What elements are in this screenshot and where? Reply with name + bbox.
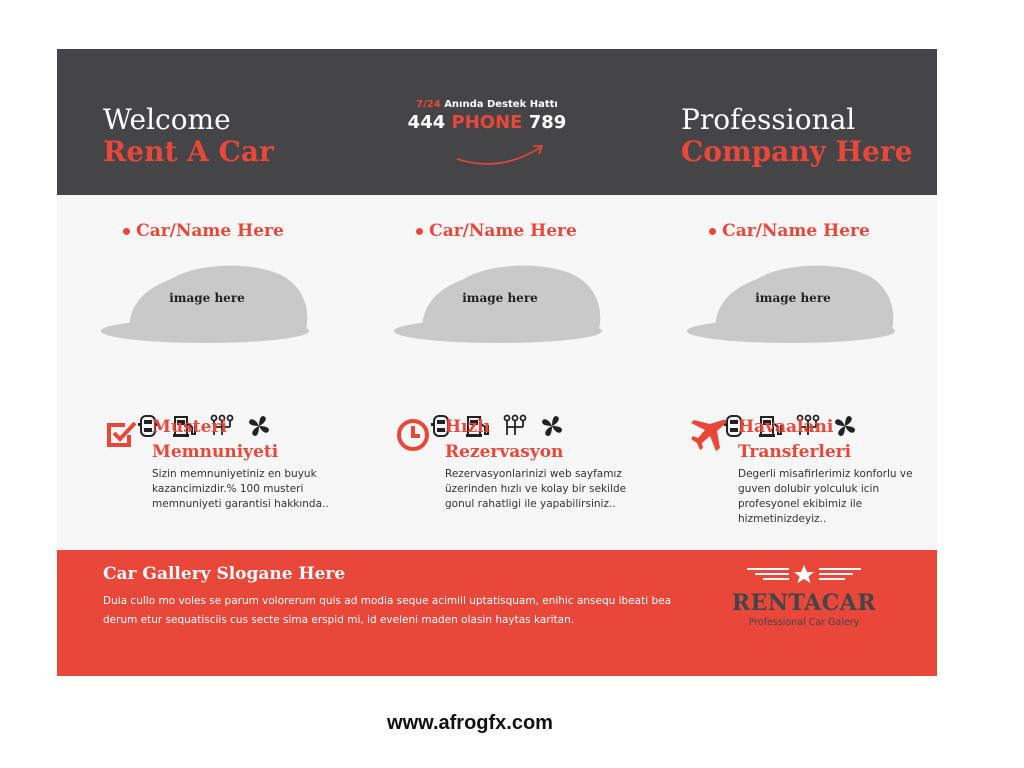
car-title: Car/Name Here <box>643 221 936 241</box>
car-title: Car/Name Here <box>57 221 350 241</box>
car-column-3 <box>643 195 936 550</box>
phone-mid: PHONE <box>451 112 523 133</box>
benefit-title: Havaalani Transferleri <box>738 417 852 462</box>
clock-icon <box>396 417 430 451</box>
welcome-heading <box>103 104 274 168</box>
benefit-title: Hızlı Rezervasyon <box>445 417 564 462</box>
image-label: image here <box>462 291 538 305</box>
airplane-icon <box>689 417 723 451</box>
slogan-heading: Car Gallery Slogane Here <box>103 564 346 584</box>
car-image-placeholder <box>687 253 899 348</box>
image-label: image here <box>169 291 245 305</box>
car-image-placeholder <box>101 253 313 348</box>
professional-line: Professional <box>681 103 856 136</box>
car-column-2 <box>350 195 643 550</box>
footer-body-text: Duia cullo mo voles se parum volorerum quis ad modia seque acimill uptatisquam, enihic ansequ ibeati bea derum etur sequatisciis cus secte sima erspid mi, id eveleni maden olasin haytas karitan. <box>103 595 672 626</box>
company-here-line: Company Here <box>681 135 913 168</box>
car-image-placeholder <box>394 253 606 348</box>
header-band <box>57 49 937 195</box>
benefit-title: Musteri Memnuniyeti <box>152 417 279 462</box>
bullet-icon <box>416 228 423 235</box>
benefit-description: Degerli misafirlerimiz konforlu ve guven dolubir yolculuk icin profesyonel ekibimiz ile hizmetinizdeyiz.. <box>738 468 913 525</box>
brand-name: RENTACAR <box>731 590 877 616</box>
phone-end: 789 <box>528 112 567 133</box>
support-hotline <box>387 99 587 133</box>
professional-heading <box>681 104 913 168</box>
curved-arrow-icon <box>455 141 547 167</box>
website-url: www.afrogfx.com <box>387 712 553 734</box>
car-title: Car/Name Here <box>350 221 643 241</box>
star-stripes-icon <box>729 564 879 584</box>
phone-number <box>387 112 587 133</box>
welcome-line: Welcome <box>103 103 231 136</box>
footer-band <box>57 550 937 676</box>
checkbox-icon <box>103 417 137 451</box>
bullet-icon <box>123 228 130 235</box>
support-hours: 7/24 <box>416 99 441 110</box>
rent-a-car-line: Rent A Car <box>103 135 274 168</box>
bullet-icon <box>709 228 716 235</box>
benefit-description: Sizin memnuniyetiniz en buyuk kazancimizdir.% 100 musteri memnuniyeti garantisi hakkında.. <box>152 468 329 510</box>
phone-start: 444 <box>407 112 446 133</box>
brand-tagline: Professional Car Galery <box>748 617 860 628</box>
support-label: Anında Destek Hattı <box>444 99 558 110</box>
benefit-description: Rezervasyonlarinizi web sayfamız üzerinden hızlı ve kolay bir sekilde gonul rahatligi ile yapabilirsiniz.. <box>445 468 627 510</box>
image-label: image here <box>755 291 831 305</box>
flyer <box>57 49 937 676</box>
rentacar-logo <box>729 564 879 628</box>
car-column-1 <box>57 195 350 550</box>
